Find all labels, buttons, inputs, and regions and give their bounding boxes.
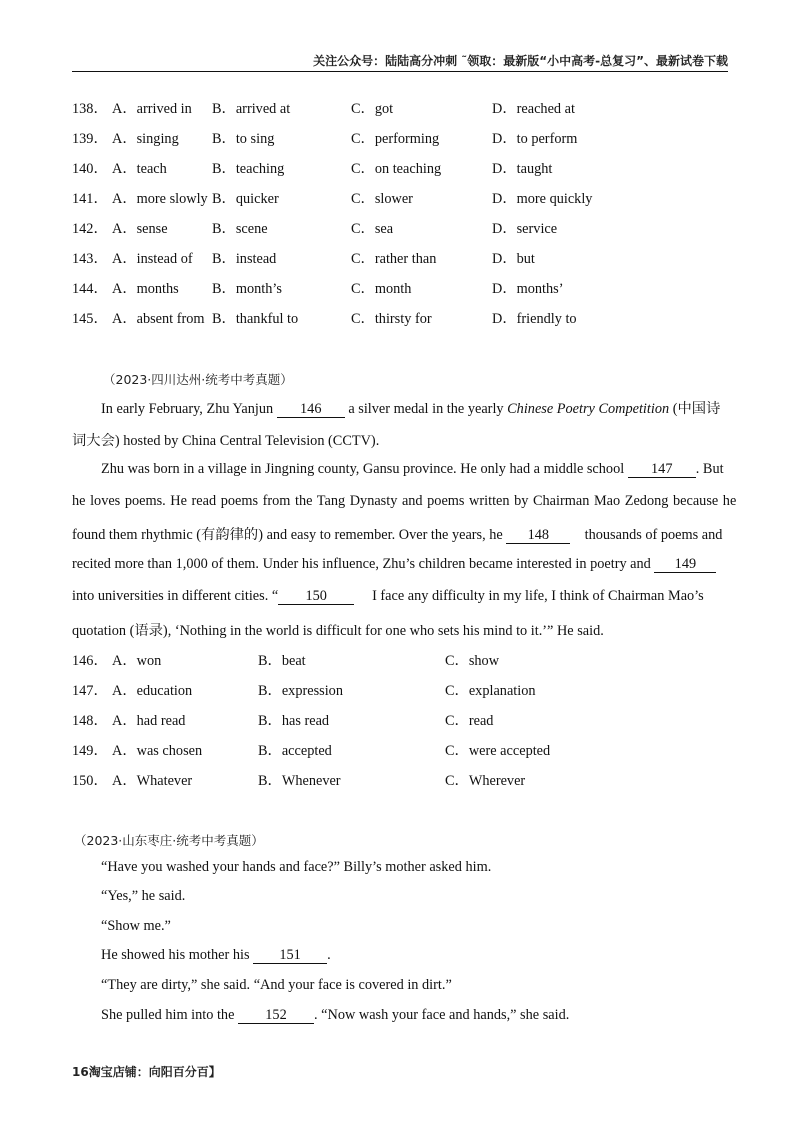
source-label-zaozhuang: （2023·山东枣庄·统考中考真题） xyxy=(74,833,264,848)
option-c: C．sea xyxy=(351,221,394,237)
option-a: A．education xyxy=(112,683,193,699)
option-b: B．teaching xyxy=(212,161,285,177)
option-d: D．more quickly xyxy=(492,191,593,207)
option-a: A．sense xyxy=(112,221,168,237)
passage2-para2-line3 xyxy=(72,524,728,544)
option-d: D．but xyxy=(492,251,535,267)
option-d: D．friendly to xyxy=(492,311,577,327)
option-c: C．slower xyxy=(351,191,413,207)
question-number: 148． xyxy=(72,713,108,729)
question-number: 141． xyxy=(72,191,108,207)
question-number: 149． xyxy=(72,743,108,759)
text-span: Zhu was born in a village in Jingning county, Gansu province. He only had a middle school xyxy=(101,461,628,477)
blank-150: 150 xyxy=(278,589,354,605)
option-a: A．instead of xyxy=(112,251,193,267)
option-a: A．Whatever xyxy=(112,773,193,789)
option-c: C．performing xyxy=(351,131,440,147)
question-number: 145． xyxy=(72,311,108,327)
option-d: D．taught xyxy=(492,161,553,177)
option-a: A．arrived in xyxy=(112,101,192,117)
option-c: C．month xyxy=(351,281,412,297)
option-a: A．months xyxy=(112,281,179,297)
blank-147: 147 xyxy=(628,462,696,478)
blank-148: 148 xyxy=(506,528,570,544)
question-number: 139． xyxy=(72,131,108,147)
source-label-dazhou: （2023·四川达州·统考中考真题） xyxy=(103,372,293,387)
passage2-para2-line5 xyxy=(72,588,728,605)
page-footer: 16淘宝店铺：向阳百分百】 xyxy=(72,1065,221,1079)
question-number: 143． xyxy=(72,251,108,267)
question-number: 138． xyxy=(72,101,108,117)
option-c: C．read xyxy=(445,713,494,729)
text-span: (中国诗 xyxy=(669,401,721,417)
passage2-para2-line4 xyxy=(72,556,728,573)
passage3-line2: “Yes,” he said. xyxy=(101,888,186,904)
text-span: a silver medal in the yearly xyxy=(344,401,508,417)
passage3-line4 xyxy=(101,947,757,964)
option-b: B．accepted xyxy=(258,743,332,759)
option-b: B．thankful to xyxy=(212,311,299,327)
text-span: He showed his mother his xyxy=(101,947,254,963)
option-d: D．reached at xyxy=(492,101,575,117)
option-b: B．beat xyxy=(258,653,306,669)
option-d: D．to perform xyxy=(492,131,578,147)
option-b: B．instead xyxy=(212,251,277,267)
option-c: C．explanation xyxy=(445,683,536,699)
option-a: A．was chosen xyxy=(112,743,203,759)
text-span: into universities in different cities. “ xyxy=(72,588,279,604)
option-b: B．expression xyxy=(258,683,343,699)
option-a: A．teach xyxy=(112,161,167,177)
option-d: D．months’ xyxy=(492,281,564,297)
passage2-para2-line2: he loves poems. He read poems from the Tang Dynasty and poems written by Chairman Mao Zedong because he xyxy=(72,493,737,509)
text-span: She pulled him into the xyxy=(101,1007,239,1023)
option-a: A．singing xyxy=(112,131,179,147)
option-c: C．thirsty for xyxy=(351,311,432,327)
option-a: A．had read xyxy=(112,713,186,729)
blank-149: 149 xyxy=(654,557,716,573)
blank-152: 152 xyxy=(238,1008,314,1024)
competition-name: Chinese Poetry Competition xyxy=(507,401,670,417)
option-b: B．quicker xyxy=(212,191,279,207)
option-b: B．to sing xyxy=(212,131,275,147)
option-a: A．more slowly xyxy=(112,191,208,207)
passage3-line6 xyxy=(101,1007,757,1024)
option-a: A．absent from xyxy=(112,311,205,327)
blank-151: 151 xyxy=(253,948,327,964)
option-c: C．on teaching xyxy=(351,161,442,177)
option-c: C．rather than xyxy=(351,251,437,267)
question-number: 147． xyxy=(72,683,108,699)
question-number: 142． xyxy=(72,221,108,237)
header-divider xyxy=(72,71,728,72)
text-span: In early February, Zhu Yanjun xyxy=(101,401,277,417)
passage3-line3: “Show me.” xyxy=(101,918,171,934)
option-b: B．arrived at xyxy=(212,101,291,117)
text-span: found them rhythmic (有韵律的) and easy to remember. Over the years, he xyxy=(72,527,507,543)
passage2-para1-line2: 词大会) hosted by China Central Television (CCTV). xyxy=(72,433,380,449)
option-c: C．got xyxy=(351,101,394,117)
question-number: 146． xyxy=(72,653,108,669)
question-number: 150． xyxy=(72,773,108,789)
text-span: I face any difficulty in my life, I think of Chairman Mao’s xyxy=(372,588,704,604)
passage3-line5: “They are dirty,” she said. “And your face is covered in dirt.” xyxy=(101,977,452,993)
text-span: . xyxy=(327,947,331,963)
option-a: A．won xyxy=(112,653,162,669)
question-number: 140． xyxy=(72,161,108,177)
option-c: C．show xyxy=(445,653,500,669)
text-span: recited more than 1,000 of them. Under his influence, Zhu’s children became interested in poetry and xyxy=(72,556,655,572)
passage2-para2-line6: quotation (语录), ‘Nothing in the world is difficult for one who sets his mind to it.’” He said. xyxy=(72,623,604,639)
text-span: . “Now wash your face and hands,” she said. xyxy=(314,1007,570,1023)
option-c: C．Wherever xyxy=(445,773,526,789)
text-span: . But xyxy=(695,461,724,477)
page-header: 关注公众号：陆陆高分冲刺 ˜领取：最新版“小中高考-总复习”、最新试卷下载 xyxy=(313,54,728,68)
option-d: D．service xyxy=(492,221,558,237)
option-b: B．scene xyxy=(212,221,268,237)
option-b: B．has read xyxy=(258,713,330,729)
passage2-para2-line1 xyxy=(101,461,757,478)
option-b: B．month’s xyxy=(212,281,282,297)
option-b: B．Whenever xyxy=(258,773,341,789)
blank-146: 146 xyxy=(277,402,345,418)
question-number: 144． xyxy=(72,281,108,297)
passage3-line1: “Have you washed your hands and face?” Billy’s mother asked him. xyxy=(101,859,492,875)
passage2-para1-line1 xyxy=(101,398,757,418)
option-c: C．were accepted xyxy=(445,743,551,759)
text-span: thousands of poems and xyxy=(584,527,723,543)
